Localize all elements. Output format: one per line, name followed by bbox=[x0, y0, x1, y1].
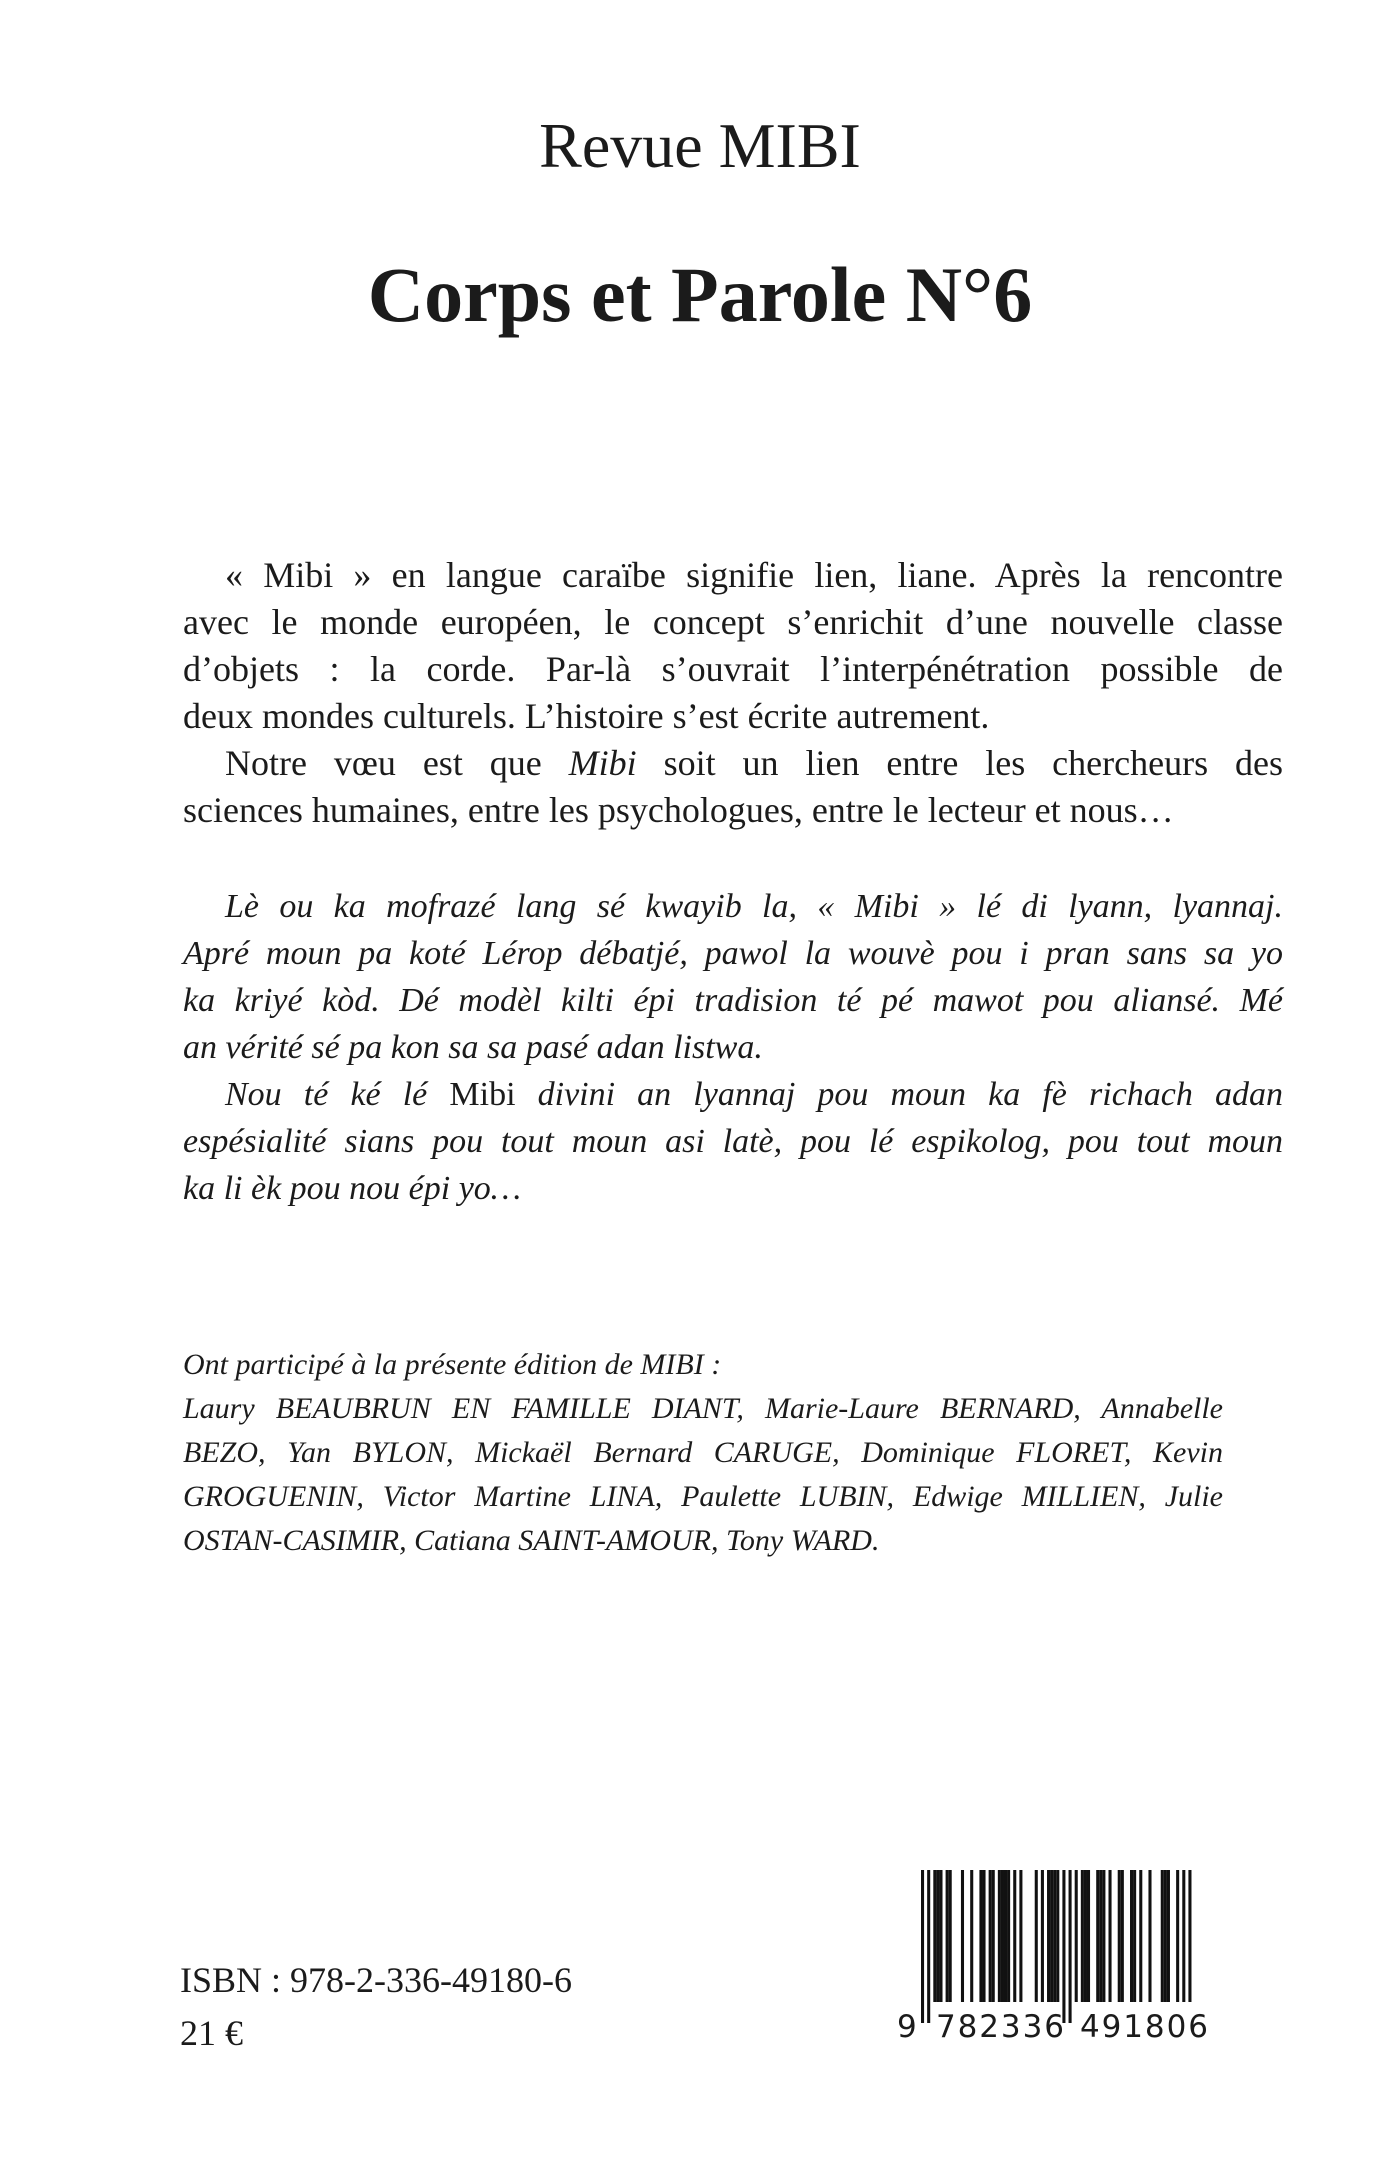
barcode-text: 0 bbox=[1166, 2009, 1187, 2045]
barcode-bar bbox=[1075, 1870, 1078, 2002]
barcode-bar bbox=[970, 1870, 973, 2002]
barcode-bar bbox=[1108, 1870, 1111, 2002]
text-line: sciences humaines, entre les psychologues, entre le lecteur et nous… bbox=[183, 790, 1174, 830]
paragraph bbox=[183, 1343, 1223, 1387]
paragraph bbox=[183, 1387, 1223, 1563]
isbn-number: ISBN : 978-2-336-49180-6 bbox=[180, 1960, 572, 2000]
barcode-bar bbox=[1176, 1870, 1179, 2002]
barcode-bar bbox=[982, 1870, 985, 2002]
barcode-bar bbox=[1013, 1870, 1016, 2002]
barcode-text: 7 bbox=[936, 2009, 956, 2045]
barcode-bar bbox=[1084, 1870, 1087, 2002]
barcode-text: 8 bbox=[1144, 2009, 1165, 2045]
text-line: an vérité sé pa kon sa sa pasé adan listwa. bbox=[183, 1029, 763, 1066]
barcode-bar bbox=[949, 1870, 952, 2002]
barcode-bar bbox=[936, 1870, 939, 2002]
text-line: d’objets : la corde. Par-là s’ouvrait l’interpénétration possible de bbox=[183, 649, 1283, 689]
barcode-digits-right bbox=[1080, 2009, 1208, 2045]
barcode-bar bbox=[1069, 1870, 1072, 2023]
barcode-bar bbox=[1148, 1870, 1151, 2002]
paragraph bbox=[183, 883, 1283, 1071]
barcode-bar bbox=[921, 1870, 924, 2023]
text-line: GROGUENIN, Victor Martine LINA, Paulette LUBIN, Edwige MILLIEN, Julie bbox=[183, 1480, 1223, 1513]
text-line: espésialité sians pou tout moun asi latè, pou lé espikolog, pou tout moun bbox=[183, 1123, 1283, 1160]
barcode-text: 9 bbox=[1101, 2009, 1122, 2045]
text-line: ka li èk pou nou épi yo… bbox=[183, 1170, 522, 1207]
barcode-bar bbox=[1139, 1870, 1142, 2002]
text-line: « Mibi » en langue caraïbe signifie lien, liane. Après la rencontre bbox=[225, 555, 1283, 595]
ean13-barcode bbox=[921, 1870, 1213, 2023]
barcode-bar bbox=[1007, 1870, 1010, 2002]
price: 21 € bbox=[180, 2013, 243, 2053]
barcode-digit-first bbox=[897, 2009, 917, 2045]
barcode-bar bbox=[961, 1870, 964, 2002]
text-line: BEZO, Yan BYLON, Mickaël Bernard CARUGE, Dominique FLORET, Kevin bbox=[183, 1436, 1223, 1469]
text-line: Laury BEAUBRUN EN FAMILLE DIANT, Marie-Laure BERNARD, Annabelle bbox=[183, 1392, 1223, 1425]
text-line: deux mondes culturels. L’histoire s’est écrite autrement. bbox=[183, 696, 990, 736]
barcode-bar bbox=[1053, 1870, 1056, 2002]
text-line: Ont participé à la présente édition de MIBI : bbox=[183, 1348, 722, 1381]
barcode-bar bbox=[1182, 1870, 1185, 2002]
barcode-bar bbox=[1081, 1870, 1084, 2002]
barcode-bar bbox=[1133, 1870, 1136, 2002]
barcode-text: 6 bbox=[1044, 2009, 1064, 2045]
contributors-list bbox=[183, 1343, 1223, 1563]
barcode-bar bbox=[1041, 1870, 1044, 2002]
emphasis-text: Mibi bbox=[568, 743, 637, 783]
barcode-bar bbox=[1130, 1870, 1133, 2002]
paragraph bbox=[183, 552, 1283, 740]
french-description-text bbox=[183, 552, 1283, 834]
barcode-bar bbox=[1096, 1870, 1099, 2002]
barcode-bar bbox=[1001, 1870, 1004, 2002]
barcode-text: 1 bbox=[1123, 2009, 1144, 2045]
barcode-bar bbox=[933, 1870, 936, 2002]
barcode-bar bbox=[1050, 1870, 1053, 2002]
barcode-bar bbox=[1019, 1870, 1022, 2002]
text-line: Nou té ké lé Mibi divini an lyannaj pou moun ka fè richach adan bbox=[225, 1076, 1283, 1113]
barcode-bar bbox=[1188, 1870, 1191, 2002]
barcode-bar bbox=[1099, 1870, 1102, 2002]
isbn-price-block bbox=[180, 1954, 572, 2060]
creole-description-text bbox=[183, 883, 1283, 1212]
text-line: Lè ou ka mofrazé lang sé kwayib la, « Mibi » lé di lyann, lyannaj. bbox=[225, 888, 1283, 925]
barcode-bar bbox=[939, 1870, 942, 2002]
barcode-bar bbox=[1056, 1870, 1059, 2002]
series-title: Revue MIBI bbox=[539, 110, 861, 181]
barcode-bar bbox=[998, 1870, 1001, 2002]
barcode-bar bbox=[1161, 1870, 1164, 2002]
barcode-text: 3 bbox=[1000, 2009, 1021, 2045]
barcode-bar bbox=[927, 1870, 930, 2023]
barcode-bar bbox=[1118, 1870, 1121, 2002]
barcode-bar bbox=[992, 1870, 995, 2002]
paragraph bbox=[183, 1071, 1283, 1212]
text-line: ka kriyé kòd. Dé modèl kilti épi tradision té pé mawot pou aliansé. Mé bbox=[183, 982, 1283, 1019]
text-line: OSTAN-CASIMIR, Catiana SAINT-AMOUR, Tony WARD. bbox=[183, 1524, 880, 1557]
barcode-bar bbox=[1121, 1870, 1124, 2002]
barcode-bar bbox=[979, 1870, 982, 2002]
barcode-bar bbox=[1167, 1870, 1170, 2002]
barcode-text: 6 bbox=[1188, 2009, 1208, 2045]
barcode-bar bbox=[1004, 1870, 1007, 2002]
text-line: avec le monde européen, le concept s’enrichit d’une nouvelle classe bbox=[183, 602, 1283, 642]
barcode-text: 8 bbox=[957, 2009, 978, 2045]
barcode-bar bbox=[1047, 1870, 1050, 2002]
barcode-text: 4 bbox=[1080, 2009, 1100, 2045]
barcode-bar bbox=[1164, 1870, 1167, 2002]
volume-title: Corps et Parole N°6 bbox=[367, 251, 1033, 338]
text-line: Notre vœu est que Mibi soit un lien entre les chercheurs des bbox=[225, 743, 1283, 783]
paragraph bbox=[183, 740, 1283, 834]
barcode-bar bbox=[1102, 1870, 1105, 2002]
barcode-digits-left bbox=[936, 2009, 1064, 2045]
barcode-bar bbox=[1087, 1870, 1090, 2002]
barcode-text: 2 bbox=[979, 2009, 1000, 2045]
barcode-bar bbox=[1062, 1870, 1065, 2023]
barcode-bar bbox=[989, 1870, 992, 2002]
barcode-text: 3 bbox=[1022, 2009, 1043, 2045]
barcode-bar bbox=[946, 1870, 949, 2002]
barcode-bar bbox=[1035, 1870, 1038, 2002]
emphasis-text: Mibi bbox=[449, 1076, 516, 1113]
text-line: Apré moun pa koté Lérop débatjé, pawol la wouvè pou i pran sans sa yo bbox=[183, 935, 1283, 972]
barcode-text: 9 bbox=[897, 2009, 917, 2045]
